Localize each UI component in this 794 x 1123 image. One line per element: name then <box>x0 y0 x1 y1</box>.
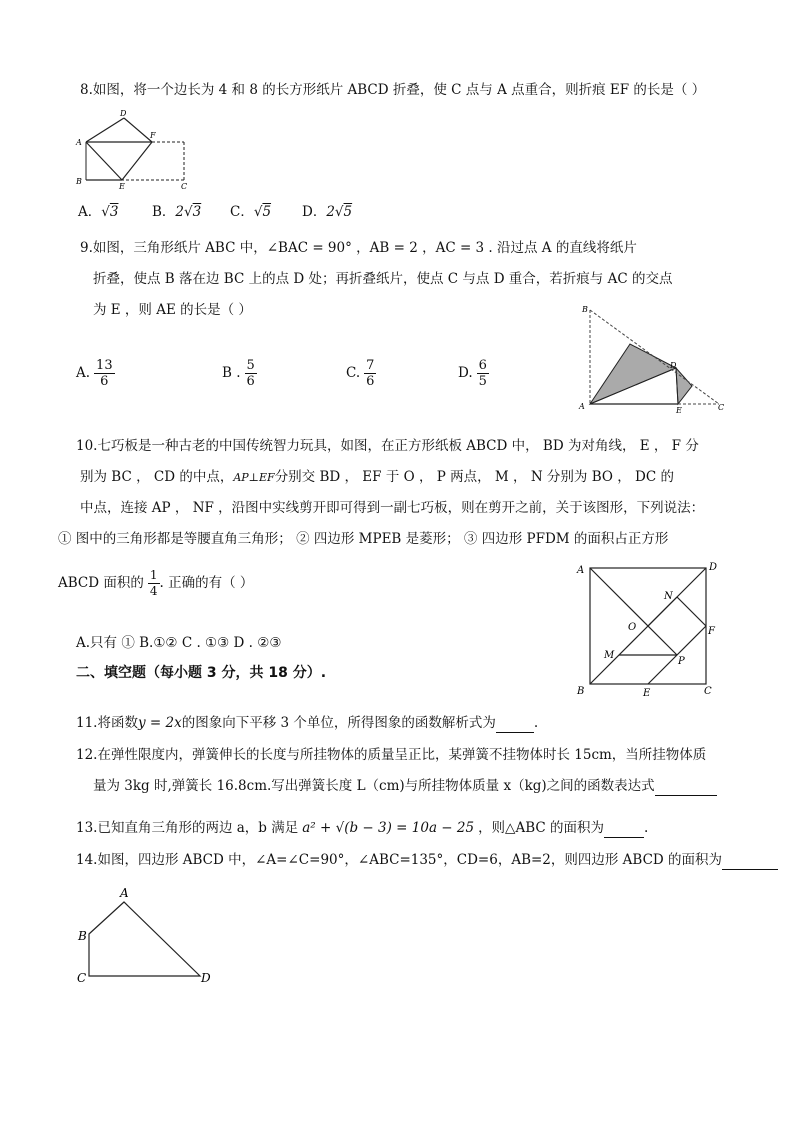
q12-line1: 12.在弹性限度内，弹簧伸长的长度与所挂物体的质量呈正比，某弹簧不挂物体时长 15cm，当所挂物体质 <box>76 747 707 763</box>
q14-label-D: D <box>201 971 211 985</box>
q13: 13.已知直角三角形的两边 a，b 满足 a² + √(b − 3) = 10a − 25 ，则△ABC 的面积为 . <box>76 820 649 836</box>
q8-label-D: D <box>120 109 127 118</box>
q8-option-d-value: 5 <box>343 204 353 220</box>
q8-option-b: B．2√3 <box>152 204 202 220</box>
q9-option-b-den: 6 <box>246 374 255 389</box>
q9-label-E: E <box>676 406 682 415</box>
q8-label-E: E <box>119 182 125 190</box>
q8-option-b-label: B． <box>152 204 176 220</box>
q14-line: 14.如图，四边形 ABCD 中，∠A=∠C=90°，∠ABC=135°，CD=6，AB=2，则四边形 ABCD 的面积为 <box>76 850 778 870</box>
q13-math: a² + √(b − 3) = 10a − 25 <box>302 820 475 836</box>
q9-label-C: C <box>718 403 725 412</box>
q9-option-d: D. $\frac{6}{5}$ <box>458 358 487 389</box>
q9-option-a-den: 6 <box>100 374 109 389</box>
q9-option-b: B . $\frac{5}{6}$ <box>222 358 255 389</box>
section-title-fill-blank: 二、填空题（每小题 3 分，共 18 分）. <box>76 665 327 681</box>
q10-label-F: F <box>708 626 715 637</box>
q8-label-A: A <box>76 138 82 147</box>
q14-answer-blank[interactable] <box>722 855 778 870</box>
q8-label-B: B <box>76 177 82 186</box>
q9-option-d-den: 5 <box>478 374 487 389</box>
q8-option-a-value: 3 <box>109 204 119 220</box>
q9-line2: 折叠，使点 B 落在边 BC 上的点 D 处；再折叠纸片，使点 C 与点 D 重合，若折痕与 AC 的交点 <box>93 271 673 287</box>
q10-line2: 别为 BC ， CD 的中点，AP⊥EF分别交 BD ， EF 于 O ， P 两点， M ， N 分别为 BO ， DC 的 <box>80 469 674 485</box>
q9-label-A: A <box>579 402 585 411</box>
q8-label-C: C <box>181 182 188 190</box>
q8-option-a: A．√3 <box>78 204 119 220</box>
q12-line2: 量为 3kg 时,弹簧长 16.8cm.写出弹簧长度 L（cm)与所挂物体质量 x（kg)之间的函数表达式 <box>93 776 717 796</box>
q8-option-d: D．2√5 <box>302 204 353 220</box>
q10-line3: 中点，连接 AP ， NF ，沿图中实线剪开即可得到一副七巧板，则在剪开之前，关于该图形，下列说法： <box>80 500 705 516</box>
q8-figure <box>74 106 194 190</box>
q10-frac-num: 1 <box>149 568 158 582</box>
q8-option-d-label: D． <box>302 204 327 220</box>
q9-option-c: C. $\frac{7}{6}$ <box>346 358 375 389</box>
q10-line4: ① 图中的三角形都是等腰直角三角形； ② 四边形 MPEB 是菱形； ③ 四边形 PFDM 的面积占正方形 <box>58 531 669 547</box>
q13-answer-blank[interactable] <box>604 823 644 838</box>
q10-label-E: E <box>643 688 651 699</box>
q10-label-A: A <box>577 565 585 576</box>
q10-label-D: D <box>709 562 718 573</box>
q9-option-a-num: 13 <box>96 358 113 373</box>
q9-option-c-num: 7 <box>366 358 375 373</box>
q9-line3: 为 E ，则 AE 的长是（ ） <box>93 302 252 318</box>
q12-answer-blank[interactable] <box>655 781 717 796</box>
q14-figure <box>70 882 220 988</box>
q10-label-C: C <box>704 686 712 697</box>
q9-option-c-den: 6 <box>366 374 375 389</box>
q10-label-B: B <box>577 686 585 697</box>
q9-label-D: D <box>670 361 677 370</box>
q10-label-N: N <box>664 591 673 602</box>
q11-math: y = 2x <box>137 715 182 731</box>
q10-figure <box>572 558 722 700</box>
q8-option-b-value: 3 <box>192 204 202 220</box>
q10-frac-den: 4 <box>149 584 158 598</box>
q8-option-c-value: 5 <box>262 204 272 220</box>
q11-answer-blank[interactable] <box>496 718 534 733</box>
q10-label-P: P <box>678 656 685 667</box>
q9-label-B: B <box>582 305 588 314</box>
q14-label-C: C <box>77 971 87 985</box>
q10-label-O: O <box>628 622 637 633</box>
q11: 11.将函数y = 2x的图象向下平移 3 个单位，所得图象的函数解析式为 . <box>76 715 539 731</box>
q8-option-a-label: A． <box>78 204 102 220</box>
q10-line1: 10.七巧板是一种古老的中国传统智力玩具，如图，在正方形纸板 ABCD 中， BD 为对角线， E ， F 分 <box>76 438 699 454</box>
q9-line1: 9.如图，三角形纸片 ABC 中，∠BAC = 90° ，AB = 2 ，AC = 3 . 沿过点 A 的直线将纸片 <box>80 240 637 256</box>
q9-figure <box>574 300 726 416</box>
q9-option-a: A. $\frac{13}{6}$ <box>76 358 113 389</box>
q8-stem: 8.如图，将一个边长为 4 和 8 的长方形纸片 ABCD 折叠，使 C 点与 A 点重合，则折痕 EF 的长是（ ） <box>80 82 706 98</box>
q14-label-B: B <box>78 929 87 943</box>
q10-options: A.只有 ① B.①② C . ①③ D . ②③ <box>76 635 282 651</box>
q10-math-perp: AP⊥EF <box>233 471 275 484</box>
q10-line5: ABCD 面积的 $\frac{1}{4}$ . 正确的有（ ） <box>58 568 254 598</box>
q10-label-M: M <box>604 650 615 661</box>
q8-label-F: F <box>150 131 156 140</box>
q9-option-b-num: 5 <box>246 358 255 373</box>
q9-option-d-num: 6 <box>478 358 487 373</box>
q8-option-c: C．√5 <box>230 204 272 220</box>
q8-option-c-label: C． <box>230 204 254 220</box>
q14-label-A: A <box>120 886 129 900</box>
